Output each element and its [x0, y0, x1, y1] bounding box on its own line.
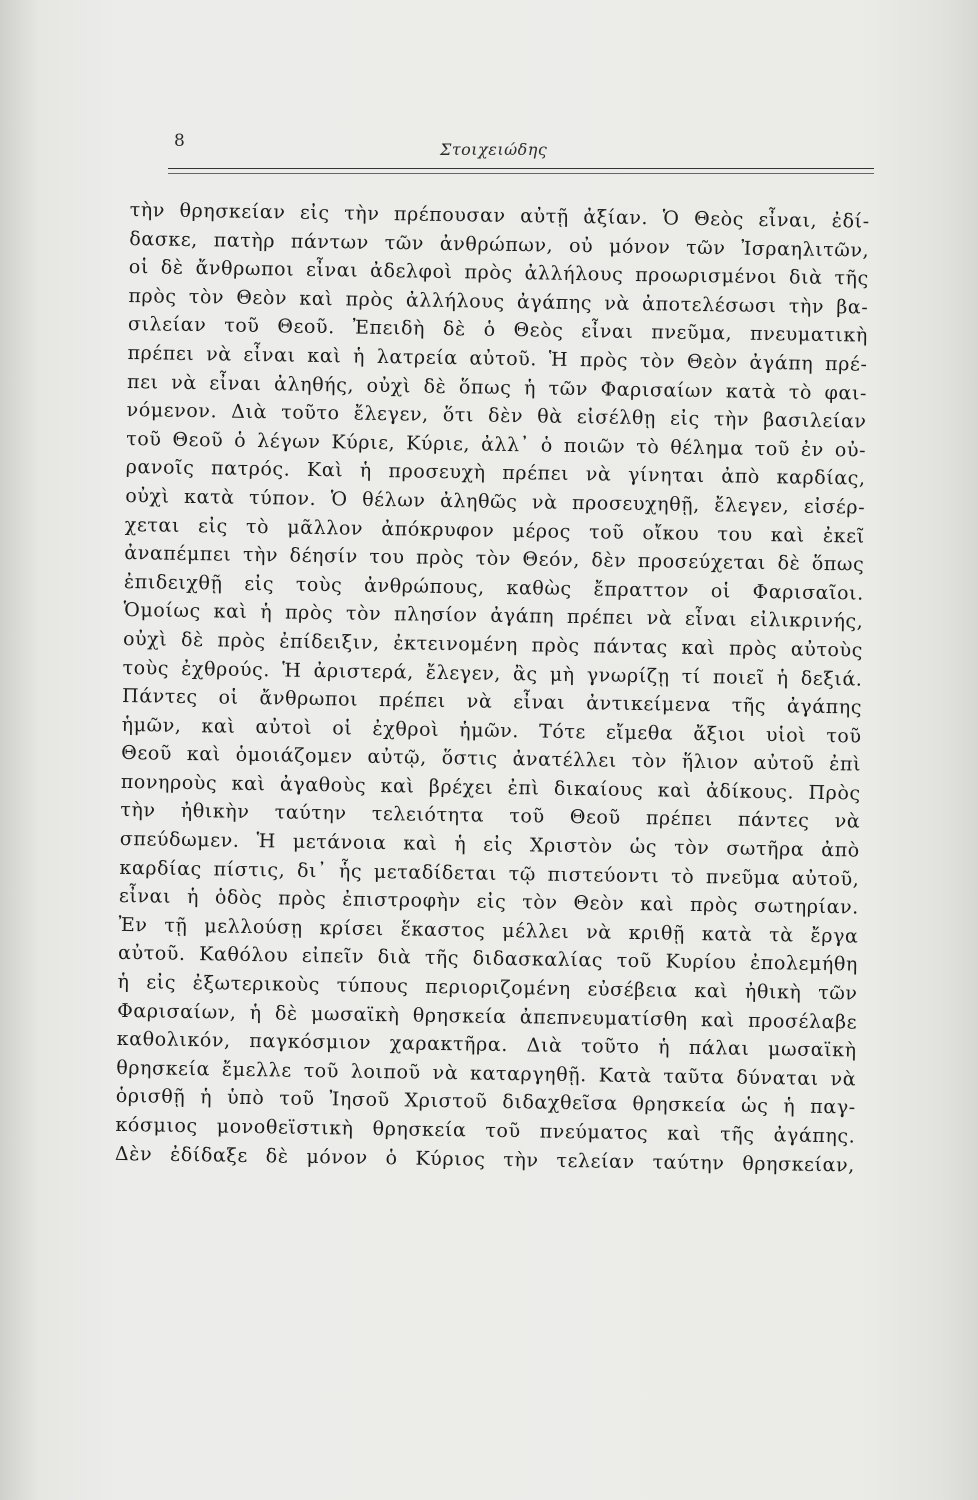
text-line: Θεοῦ καὶ ὁμοιάζομεν αὐτῷ, ὅστις ἀνατέλλει τὸν ἥλιον αὐτοῦ ἐπὶ — [121, 742, 862, 776]
text-line: Ὁμοίως καὶ ἡ πρὸς τὸν πλησίον ἀγάπη πρέπει νὰ εἶναι εἰλικρινής, — [123, 599, 864, 633]
text-line: ἡμῶν, καὶ αὐτοὶ οἱ ἐχθροὶ ἡμῶν. Τότε εἴμεθα ἄξιοι υἱοὶ τοῦ — [121, 713, 862, 748]
text-line: οἱ δὲ ἄνθρωποι εἶναι ἀδελφοὶ πρὸς ἀλλήλους προωρισμένοι διὰ τῆς — [128, 256, 869, 290]
text-line: θρησκεία ἔμελλε τοῦ λοιποῦ νὰ καταργηθῇ. Κατὰ ταῦτα δύναται νὰ — [116, 1056, 857, 1091]
text-line: σπεύδωμεν. Ἡ μετάνοια καὶ ἡ εἰς Χριστὸν ὡς τὸν σωτῆρα ἀπὸ — [119, 827, 860, 862]
text-line: τοὺς ἐχθρούς. Ἡ ἀριστερά, ἔλεγεν, ἂς μὴ γνωρίζῃ τί ποιεῖ ἡ δεξιά. — [122, 656, 863, 691]
text-line: πρέπει νὰ εἶναι καὶ ἡ λατρεία αὐτοῦ. Ἡ πρὸς τὸν Θεὸν ἀγάπη πρέ- — [127, 341, 868, 376]
text-line: χεται εἰς τὸ μᾶλλον ἀπόκρυφον μέρος τοῦ οἴκου του καὶ ἐκεῖ — [124, 513, 865, 548]
text-line: αὐτοῦ. Καθόλου εἰπεῖν διὰ τῆς διδασκαλίας τοῦ Κυρίου ἐπολεμήθη — [117, 942, 859, 976]
text-line: πει νὰ εἶναι ἀληθής, οὐχὶ δὲ ὅπως ἡ τῶν Φαρισαίων κατὰ τὸ φαι- — [126, 370, 868, 405]
text-line: καρδίας πίστις, δι᾿ ἧς μεταδίδεται τῷ πιστεύοντι τὸ πνεῦμα αὐτοῦ, — [119, 856, 860, 891]
text-line: ὁρισθῇ ἡ ὑπὸ τοῦ Ἰησοῦ Χριστοῦ διδαχθεῖσα θρησκεία ὡς ἡ παγ- — [115, 1085, 856, 1119]
text-line: ἡ εἰς ἐξωτερικοὺς τύπους περιοριζομένη εὐσέβεια καὶ ἠθικὴ τῶν — [117, 970, 858, 1005]
running-title: Στοιχειώδης — [440, 140, 548, 159]
text-line: ἐπιδειχθῇ εἰς τοὺς ἀνθρώπους, καθὼς ἔπραττον οἱ Φαρισαῖοι. — [123, 570, 865, 605]
text-line: εἶναι ἡ ὁδὸς πρὸς ἐπιστροφὴν εἰς τὸν Θεὸν καὶ πρὸς σωτηρίαν. — [118, 885, 860, 919]
text-line: κόσμιος μονοθεϊστικὴ θρησκεία τοῦ πνεύματος καὶ τῆς ἀγάπης. — [115, 1113, 856, 1148]
text-line: τοῦ Θεοῦ ὁ λέγων Κύριε, Κύριε, ἀλλ᾿ ὁ ποιῶν τὸ θέλημα τοῦ ἐν οὐ- — [126, 427, 867, 462]
header-rule-thin — [168, 173, 874, 174]
text-line: οὐχὶ δὲ πρὸς ἐπίδειξιν, ἐκτεινομένη πρὸς πάντας καὶ πρὸς αὐτοὺς — [122, 627, 864, 662]
text-line: Δὲν ἐδίδαξε δὲ μόνον ὁ Κύριος τὴν τελείαν ταύτην θρησκείαν, — [114, 1142, 856, 1177]
text-line: Πάντες οἱ ἄνθρωποι πρέπει νὰ εἶναι ἀντικείμενα τῆς ἀγάπης — [121, 685, 863, 719]
header-rule — [168, 168, 874, 169]
body-text — [115, 196, 875, 1180]
text-line: ἀναπέμπει τὴν δέησίν του πρὸς τὸν Θεόν, δὲν προσεύχεται δὲ ὅπως — [124, 542, 865, 576]
text-line: πρὸς τὸν Θεὸν καὶ πρὸς ἀλλήλους ἀγάπης νὰ ἀποτελέσωσι τὴν βα- — [128, 284, 869, 319]
text-line: τὴν ἠθικὴν ταύτην τελειότητα τοῦ Θεοῦ πρέπει πάντες νὰ — [120, 799, 861, 834]
text-line: ρανοῖς πατρός. Καὶ ἡ προσευχὴ πρέπει νὰ γίνηται ἀπὸ καρδίας, — [125, 456, 866, 490]
text-line: οὐχὶ κατὰ τύπον. Ὁ θέλων ἀληθῶς νὰ προσευχηθῇ, ἔλεγεν, εἰσέρ- — [125, 484, 866, 519]
text-line: σιλείαν τοῦ Θεοῦ. Ἐπειδὴ δὲ ὁ Θεὸς εἶναι πνεῦμα, πνευματικὴ — [127, 313, 869, 347]
text-line: τὴν θρησκείαν εἰς τὴν πρέπουσαν αὐτῇ ἀξίαν. Ὁ Θεὸς εἶναι, ἐδί- — [129, 198, 870, 233]
text-line: καθολικόν, παγκόσμιον χαρακτῆρα. Διὰ τοῦτο ἡ πάλαι μωσαϊκὴ — [116, 1028, 857, 1062]
text-line: Φαρισαίων, ἡ δὲ μωσαϊκὴ θρησκεία ἀπεπνευματίσθη καὶ προσέλαβε — [117, 999, 858, 1034]
text-line: πονηροὺς καὶ ἀγαθοὺς καὶ βρέχει ἐπὶ δικαίους καὶ ἀδίκους. Πρὸς — [120, 770, 861, 805]
text-line: δασκε, πατὴρ πάντων τῶν ἀνθρώπων, οὐ μόνον τῶν Ἰσραηλιτῶν, — [129, 227, 870, 262]
page-number: 8 — [174, 131, 185, 151]
text-line: Ἐν τῇ μελλούσῃ κρίσει ἕκαστος μέλλει νὰ κριθῇ κατὰ τὰ ἔργα — [118, 913, 859, 948]
text-line: νόμενον. Διὰ τοῦτο ἔλεγεν, ὅτι δὲν θὰ εἰσέλθῃ εἰς τὴν βασιλείαν — [126, 399, 867, 433]
